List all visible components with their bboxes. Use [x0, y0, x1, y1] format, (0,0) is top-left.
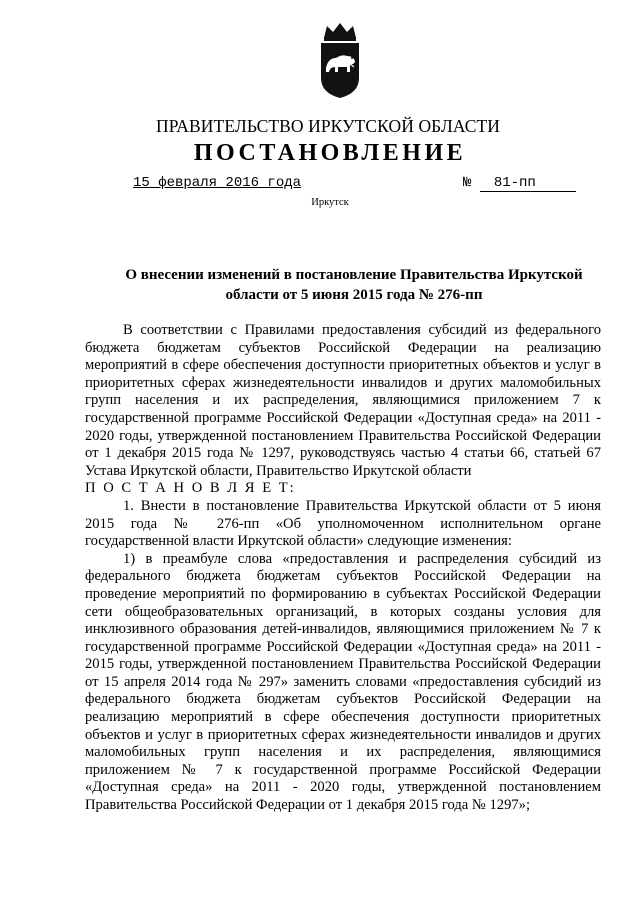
- document-city: Иркутск: [311, 197, 349, 208]
- number-value: 81-пп: [480, 176, 576, 192]
- document-type: ПОСТАНОВЛЕНИЕ: [193, 140, 467, 166]
- coat-of-arms-icon: [314, 20, 366, 100]
- intro-paragraph: В соответствии с Правилами предоставления субсидий из федерального бюджета бюджетам субъектов Российской Федерации на реализацию мероприятий в сфере обеспечения доступности приоритетных объектов и услуг в приоритетных сферах жизнедеятельности инвалидов и других маломобильных групп населения и их распределения, являющимися приложением 7 к государственной программе Российской Федерации «Доступная среда» на 2011 - 2020 годы, утвержденной постановлением Правительства Российской Федерации от 1 декабря 2015 года № 1297, руководствуясь частью 4 статьи 66, статьей 67 Устава Иркутской области, Правительство Иркутской области: [85, 322, 601, 479]
- document-body: [85, 322, 601, 815]
- date-value: 15 февраля 2016 года: [133, 175, 302, 191]
- item-1-paragraph: 1. Внести в постановление Правительства Иркутской области от 5 июня 2015 года № 276-пп «Об уполномоченном исполнительном органе государственной власти Иркутской области» следующие изменения:: [85, 497, 601, 550]
- item-1-1-paragraph: 1) в преамбуле слова «предоставления и распределения субсидий из федерального бюджета бюджетам субъектов Российской Федерации на проведение мероприятий по формированию в субъектах Российской Федерации сети общеобразовательных организаций, в которых созданы условия для инклюзивного образования детей-инвалидов, являющимися приложением № 7 к государственной программе Российской Федерации «Доступная среда» на 2011 - 2015 годы, утвержденной постановлением Правительства Российской Федерации от 15 апреля 2014 года № 297» заменить словами «предоставления субсидий из федерального бюджета бюджетам субъектов Российской Федерации на реализацию мероприятий в сфере обеспечения доступности приоритетных объектов и услуг в приоритетных сферах жизнедеятельности инвалидов и других маломобильных групп населения и их распределения, являющимися приложением № 7 к государственной программе Российской Федерации «Доступная среда» на 2011 - 2020 годы, утвержденной постановлением Правительства Российской Федерации от 1 декабря 2015 года № 1297»;: [85, 550, 601, 814]
- document-number: [463, 175, 576, 192]
- document-subject: О внесении изменений в постановление Правительства Иркутской области от 5 июня 2015 года № 276-пп: [125, 267, 583, 303]
- number-prefix: №: [463, 175, 472, 191]
- decree-word: П О С Т А Н О В Л Я Е Т:: [85, 480, 296, 497]
- government-title: ПРАВИТЕЛЬСТВО ИРКУТСКОЙ ОБЛАСТИ: [155, 116, 501, 136]
- document-date: [133, 175, 301, 191]
